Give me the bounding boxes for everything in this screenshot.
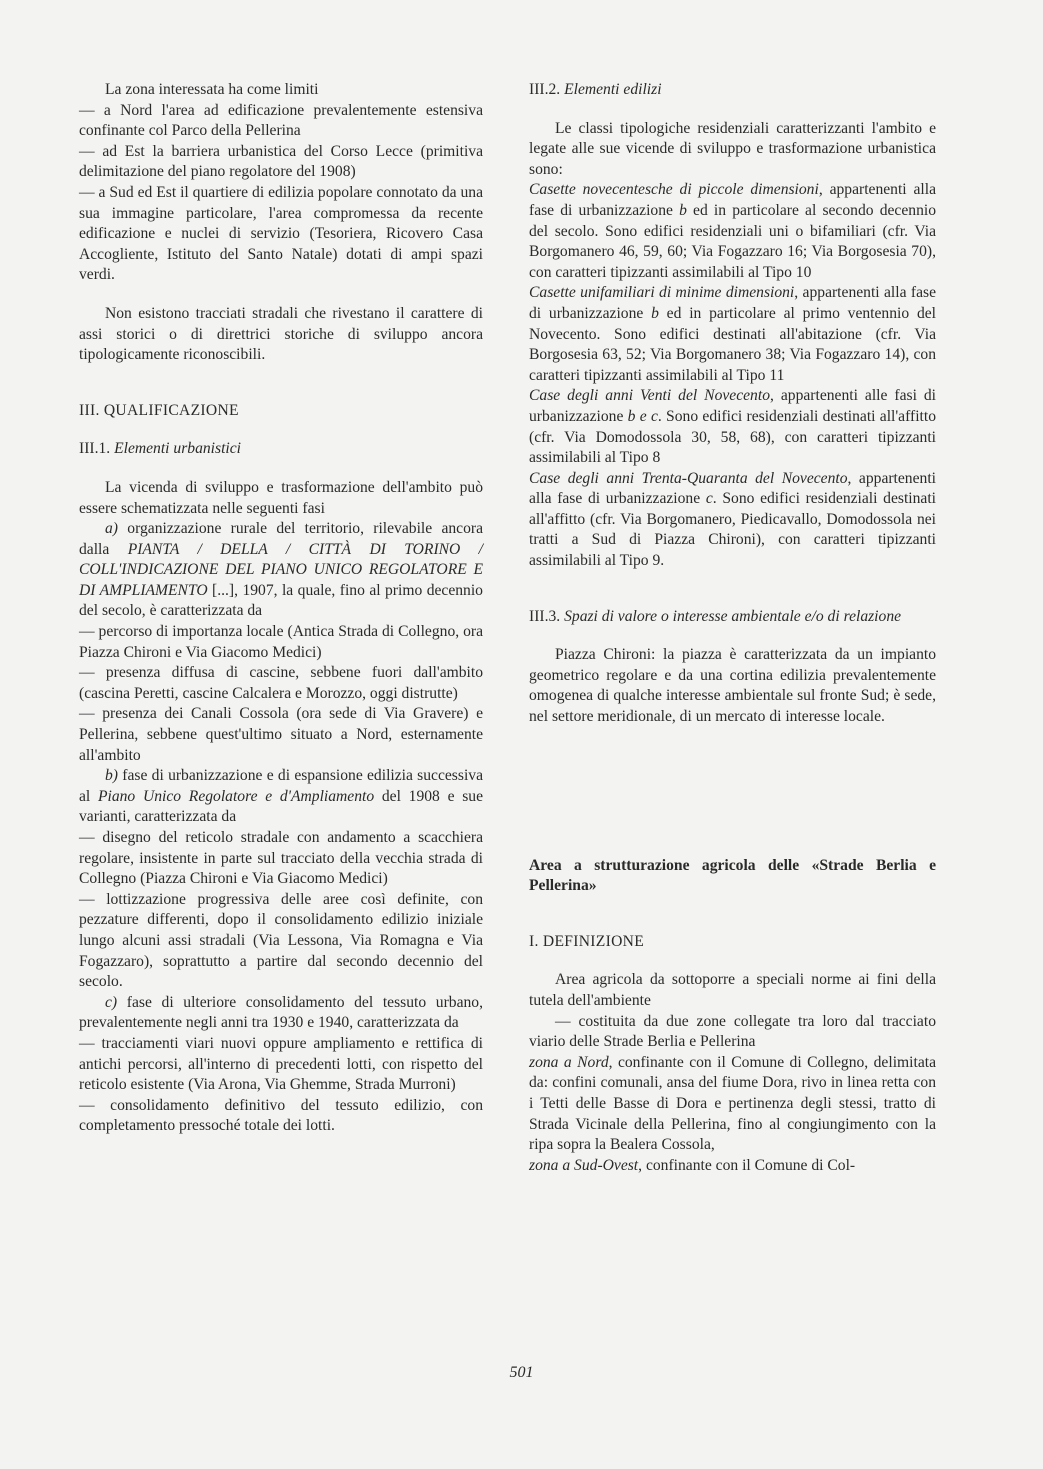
subsection-title: Elementi edilizi xyxy=(564,81,662,98)
phase-c-item: — consolidamento definitivo del tessuto edilizio, con completamento pressoché totale dei lotti. xyxy=(79,1096,483,1135)
page-number: 501 xyxy=(509,1364,534,1381)
piazza-paragraph: Piazza Chironi: la piazza è caratterizzata da un impianto geometrico regolare e da una cortina edilizia prevalentemente omogenea di qualche interesse ambientale sul fronte Sud; è sede, nel settore meridionale, di un mercato di interesse locale. xyxy=(529,646,936,726)
phase-text: [...], 1907, la quale, fino al primo decennio del secolo, è caratterizzata da xyxy=(79,581,483,620)
subsection-heading-2 xyxy=(529,80,936,101)
subsection-number: III.3. xyxy=(529,607,561,625)
phase-text: fase di urbanizzazione e di espansione edilizia successiva al xyxy=(79,767,483,805)
class-title: Casette unifamiliari di minime dimensioni xyxy=(529,284,795,302)
class-text: , appartenenti alla fase di urbanizzazione xyxy=(529,284,936,322)
class-phase: b xyxy=(679,201,687,219)
phase-text: fase di ulteriore consolidamento del tessuto urbano, prevalentemente negli anni tra 1930 e 1940, caratterizzata da xyxy=(79,993,483,1032)
subsection-heading-3 xyxy=(529,607,936,628)
class-text: . Sono edifici residenziali destinati all'affitto (cfr. Via Domodossola 30, 58, 68), con caratteri tipizzanti assimilabili al Tipo 8 xyxy=(529,407,937,467)
phase-a-item: — percorso di importanza locale (Antica Strada di Collegno, ora Piazza Chironi e Via Giacomo Medici) xyxy=(79,623,483,661)
phase-c-item: — tracciamenti viari nuovi oppure ampliamento e rettifica di antichi percorsi, all'interno di precedenti lotti, con rispetto del reticolo esistente (Via Arona, Via Ghemme, Strada Murroni) xyxy=(79,1034,483,1094)
boundaries-intro: La zona interessata ha come limiti xyxy=(105,81,319,98)
section-heading-definizione: I. DEFINIZIONE xyxy=(529,932,645,950)
zone-text: , confinante con il Comune di Collegno, delimitata da: confini comunali, ansa del fiume Dora, rivo in linea retta con i Tetti delle Basse di Dora e pertinenza degli stessi, tratto di Strada Vicinale della Pellerina, fino al congiungimento con la ripa sopra la Bealera Cossola, xyxy=(529,1053,936,1154)
subsection-heading-1 xyxy=(79,439,483,460)
class-title: Case degli anni Trenta-Quaranta del Novecento xyxy=(529,469,848,487)
class-phase: b e c xyxy=(627,407,658,425)
subsection-number: III.1. xyxy=(79,440,111,458)
phase-label: c) xyxy=(105,993,118,1011)
subsection-number: III.2. xyxy=(529,81,561,98)
class-title: Casette novecentesche di piccole dimensioni xyxy=(529,181,819,199)
right-column xyxy=(529,80,936,1176)
history-intro: La vicenda di sviluppo e trasformazione dell'ambito può essere schematizzata nelle seguenti fasi xyxy=(79,478,483,517)
phase-b xyxy=(79,766,483,828)
class-text: ed in particolare al primo ventennio del Novecento. Sono edifici destinati all'abitazione (cfr. Via Borgosesia 63, 52; Via Borgomanero 38; Via Fogazzaro 14), con caratteri tipizzanti assimilabili al Tipo 11 xyxy=(529,304,937,384)
building-class xyxy=(529,180,936,283)
phase-c xyxy=(79,993,483,1034)
phase-label: a) xyxy=(105,520,118,538)
class-title: Case degli anni Venti del Novecento xyxy=(529,387,770,405)
plan-title: PIANTA / DELLA / CITTÀ DI TORINO / COLL'INDICAZIONE DEL PIANO UNICO REGOLATORE E DI AMPLIAMENTO xyxy=(79,540,484,599)
definition-intro: Area agricola da sottoporre a speciali norme ai fini della tutela dell'ambiente xyxy=(529,971,936,1009)
phase-a-item: — presenza diffusa di cascine, sebbene fuori dall'ambito (cascina Peretti, cascine Calcalera e Morozzo, oggi distrutte) xyxy=(79,664,483,702)
boundary-north: — a Nord l'area ad edificazione prevalentemente estensiva confinante col Parco della Pellerina xyxy=(79,101,483,140)
class-text: , appartenenti alla fase di urbanizzazione xyxy=(529,469,936,508)
zone-title: zona a Sud-Ovest xyxy=(529,1156,639,1174)
left-column xyxy=(79,80,483,1137)
class-text: ed in particolare al secondo decennio del secolo. Sono edifici residenziali uni o bifamiliari (cfr. Via Borgomanero 46, 59, 60; Via Fogazzaro 16; Via Borgosesia 70), con caratteri tipizzanti assimilabili al Tipo 10 xyxy=(529,201,936,281)
zone-text: , confinante con il Comune di Col- xyxy=(638,1156,856,1174)
boundary-south-east: — a Sud ed Est il quartiere di edilizia popolare connotato da una sua immagine particolare, l'area compromessa da recente edificazione e nuclei di servizio (Tesoriera, Ricovero Casa Accogliente, Istituto del Santo Natale) dotati di ampi spazi verdi. xyxy=(79,183,483,284)
boundary-east: — ad Est la barriera urbanistica del Corso Lecce (primitiva delimitazione del piano regolatore del 1908) xyxy=(79,142,483,181)
phase-text: del 1908 e sue varianti, caratterizzata da xyxy=(79,787,483,826)
plan-title: Piano Unico Regolatore e d'Ampliamento xyxy=(97,787,375,805)
building-class xyxy=(529,283,936,386)
roads-paragraph: Non esistono tracciati stradali che rivestano il carattere di assi storici o di direttrici storiche di sviluppo ancora tipologicamente riconoscibili. xyxy=(79,304,483,364)
zone-south-west xyxy=(529,1156,936,1177)
class-text: , appartenenti alle fasi di urbanizzazione xyxy=(529,387,936,425)
building-class xyxy=(529,386,936,468)
section-heading-qualificazione: III. QUALIFICAZIONE xyxy=(79,401,239,419)
class-phase: c xyxy=(705,490,713,508)
zone-north xyxy=(529,1053,936,1156)
class-phase: b xyxy=(651,304,659,322)
subsection-title: Elementi urbanistici xyxy=(114,440,241,458)
phase-a-item: — presenza dei Canali Cossola (ora sede di Via Gravere) e Pellerina, sebbene quest'ultimo situato a Nord, esternamente all'ambito xyxy=(79,705,483,764)
phase-label: b) xyxy=(105,767,118,785)
phase-text: organizzazione rurale del territorio, rilevabile ancora dalla xyxy=(79,520,483,558)
zone-title: zona a Nord xyxy=(529,1053,609,1071)
phase-b-item: — disegno del reticolo stradale con andamento a scacchiera regolare, insistente in parte sul tracciato della vecchia strada di Collegno (Piazza Chironi e Via Giacomo Medici) xyxy=(79,829,483,888)
phase-b-item: — lottizzazione progressiva delle aree così definite, con pezzature differenti, dopo il consolidamento edilizio iniziale lungo alcuni assi stradali (Via Lessona, Via Romagna e Via Fogazzaro), soprattutto a partire dal secondo decennio del secolo. xyxy=(79,890,483,991)
definition-item: — costituita da due zone collegate tra loro dal tracciato viario delle Strade Berlia e Pellerina xyxy=(529,1012,936,1051)
class-text: . Sono edifici residenziali destinati all'affitto (cfr. Via Borgomanero, Piedicavallo, Domodossola nei tratti a Sud di Piazza Chironi), con caratteri tipizzanti assimilabili al Tipo 9. xyxy=(529,490,936,570)
phase-a xyxy=(79,519,483,622)
subsection-title: Spazi di valore o interesse ambientale e/o di relazione xyxy=(564,607,902,625)
building-intro: Le classi tipologiche residenziali caratterizzanti l'ambito e legate alle sue vicende di sviluppo e trasformazione urbanistica sono: xyxy=(529,119,936,178)
class-text: , appartenenti alla fase di urbanizzazione xyxy=(529,181,937,219)
building-class xyxy=(529,469,936,572)
area-heading: Area a strutturazione agricola delle «Strade Berlia e Pellerina» xyxy=(529,856,936,895)
